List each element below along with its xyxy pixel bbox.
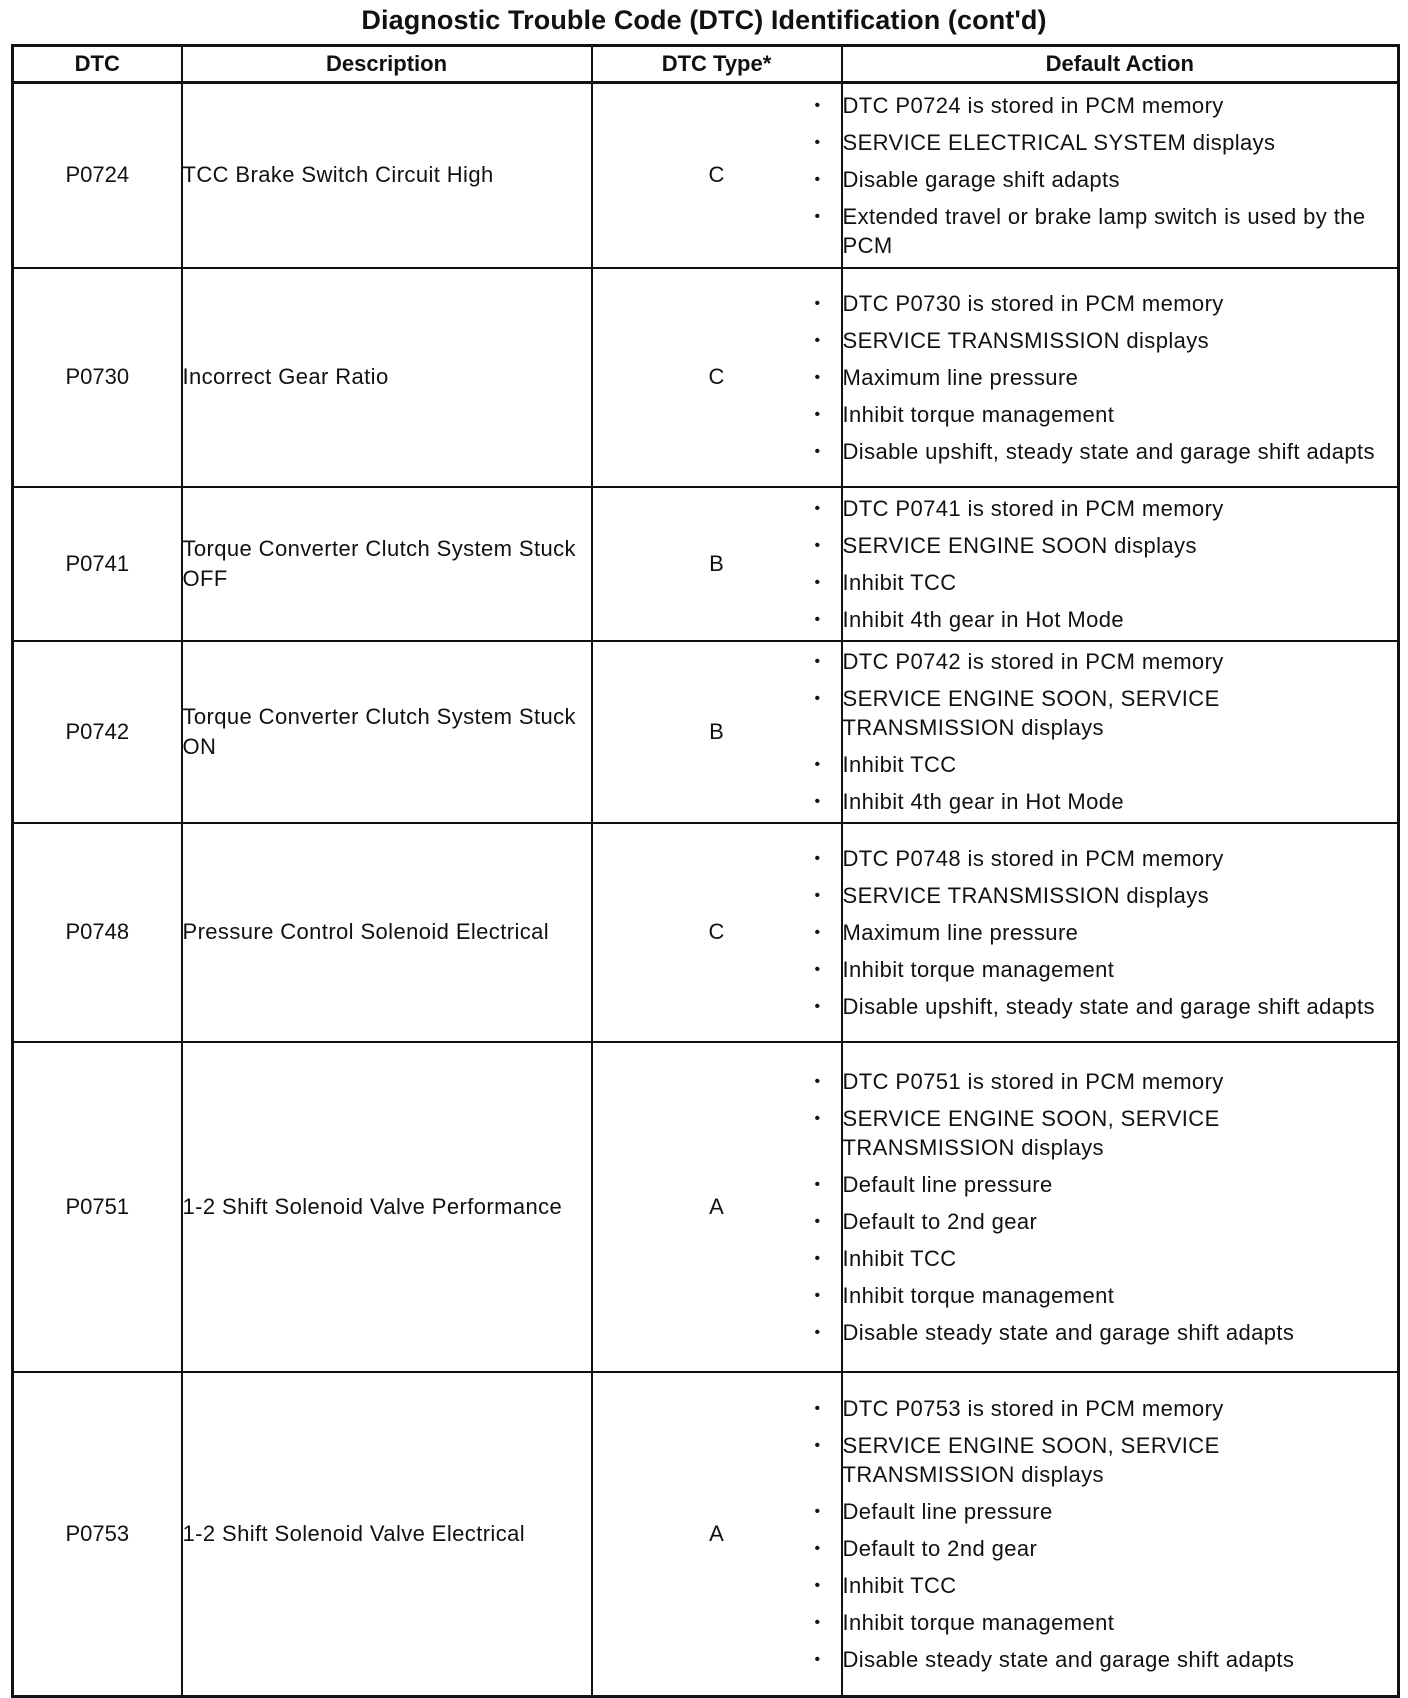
list-item: • Default to 2nd gear xyxy=(843,1534,1398,1563)
list-item: • Inhibit torque management xyxy=(843,400,1398,429)
header-row xyxy=(13,46,1399,83)
default-action-list xyxy=(843,91,1398,260)
list-item: • Disable steady state and garage shift adapts xyxy=(843,1318,1398,1347)
table-row xyxy=(13,641,1399,823)
dtc-type: C xyxy=(592,823,842,1042)
list-item: • Inhibit torque management xyxy=(843,1608,1398,1637)
default-action-list xyxy=(843,1067,1398,1347)
list-item: • SERVICE TRANSMISSION displays xyxy=(843,881,1398,910)
list-item: • Inhibit TCC xyxy=(843,750,1398,779)
page-title: Diagnostic Trouble Code (DTC) Identification (cont'd) xyxy=(361,5,1047,35)
list-item: • Inhibit TCC xyxy=(843,568,1398,597)
table-row xyxy=(13,487,1399,641)
default-action-cell xyxy=(842,268,1399,487)
list-item: • SERVICE ENGINE SOON displays xyxy=(843,531,1398,560)
header-dtc: DTC xyxy=(13,46,182,83)
header-description: Description xyxy=(182,46,592,83)
list-item: • DTC P0748 is stored in PCM memory xyxy=(843,844,1398,873)
list-item: • Disable upshift, steady state and garage shift adapts xyxy=(843,992,1398,1021)
default-action-list xyxy=(843,844,1398,1021)
list-item: • Inhibit torque management xyxy=(843,1281,1398,1310)
dtc-code: P0741 xyxy=(13,487,182,641)
list-item: • DTC P0751 is stored in PCM memory xyxy=(843,1067,1398,1096)
list-item: • Inhibit TCC xyxy=(843,1244,1398,1273)
table-body xyxy=(13,83,1399,1697)
list-item: • DTC P0742 is stored in PCM memory xyxy=(843,647,1398,676)
list-item: • Default line pressure xyxy=(843,1497,1398,1526)
list-item: • Default to 2nd gear xyxy=(843,1207,1398,1236)
list-item: • Disable garage shift adapts xyxy=(843,165,1398,194)
list-item: • DTC P0753 is stored in PCM memory xyxy=(843,1394,1398,1423)
default-action-list xyxy=(843,1394,1398,1674)
list-item: • Inhibit 4th gear in Hot Mode xyxy=(843,605,1398,634)
list-item: • Default line pressure xyxy=(843,1170,1398,1199)
dtc-description: Torque Converter Clutch System Stuck ON xyxy=(182,641,592,823)
list-item: • Maximum line pressure xyxy=(843,918,1398,947)
header-default-action: Default Action xyxy=(842,46,1399,83)
dtc-description: 1-2 Shift Solenoid Valve Electrical xyxy=(182,1372,592,1697)
default-action-list xyxy=(843,647,1398,816)
table-row xyxy=(13,83,1399,268)
list-item: • SERVICE ENGINE SOON, SERVICE TRANSMISSION displays xyxy=(843,1431,1398,1489)
default-action-cell xyxy=(842,823,1399,1042)
dtc-code: P0753 xyxy=(13,1372,182,1697)
dtc-type: A xyxy=(592,1372,842,1697)
default-action-cell xyxy=(842,83,1399,268)
dtc-code: P0730 xyxy=(13,268,182,487)
dtc-type: B xyxy=(592,487,842,641)
dtc-code: P0742 xyxy=(13,641,182,823)
list-item: • SERVICE TRANSMISSION displays xyxy=(843,326,1398,355)
list-item: • Inhibit torque management xyxy=(843,955,1398,984)
list-item: • Extended travel or brake lamp switch is used by the PCM xyxy=(843,202,1398,260)
header-dtc-type: DTC Type* xyxy=(592,46,842,83)
list-item: • DTC P0724 is stored in PCM memory xyxy=(843,91,1398,120)
default-action-cell xyxy=(842,641,1399,823)
dtc-code: P0751 xyxy=(13,1042,182,1372)
dtc-type: B xyxy=(592,641,842,823)
default-action-list xyxy=(843,494,1398,634)
default-action-list xyxy=(843,289,1398,466)
dtc-description: TCC Brake Switch Circuit High xyxy=(182,83,592,268)
list-item: • Maximum line pressure xyxy=(843,363,1398,392)
dtc-type: C xyxy=(592,83,842,268)
list-item: • SERVICE ENGINE SOON, SERVICE TRANSMISSION displays xyxy=(843,1104,1398,1162)
list-item: • SERVICE ELECTRICAL SYSTEM displays xyxy=(843,128,1398,157)
dtc-table xyxy=(11,44,1400,1698)
dtc-description: Pressure Control Solenoid Electrical xyxy=(182,823,592,1042)
list-item: • Inhibit 4th gear in Hot Mode xyxy=(843,787,1398,816)
dtc-type: C xyxy=(592,268,842,487)
default-action-cell xyxy=(842,1372,1399,1697)
dtc-type: A xyxy=(592,1042,842,1372)
dtc-description: Incorrect Gear Ratio xyxy=(182,268,592,487)
dtc-code: P0724 xyxy=(13,83,182,268)
dtc-description: Torque Converter Clutch System Stuck OFF xyxy=(182,487,592,641)
table-row xyxy=(13,268,1399,487)
default-action-cell xyxy=(842,1042,1399,1372)
dtc-code: P0748 xyxy=(13,823,182,1042)
table-row xyxy=(13,823,1399,1042)
table-row xyxy=(13,1042,1399,1372)
list-item: • SERVICE ENGINE SOON, SERVICE TRANSMISSION displays xyxy=(843,684,1398,742)
table-row xyxy=(13,1372,1399,1697)
list-item: • DTC P0741 is stored in PCM memory xyxy=(843,494,1398,523)
default-action-cell xyxy=(842,487,1399,641)
dtc-description: 1-2 Shift Solenoid Valve Performance xyxy=(182,1042,592,1372)
list-item: • DTC P0730 is stored in PCM memory xyxy=(843,289,1398,318)
list-item: • Inhibit TCC xyxy=(843,1571,1398,1600)
list-item: • Disable steady state and garage shift adapts xyxy=(843,1645,1398,1674)
list-item: • Disable upshift, steady state and garage shift adapts xyxy=(843,437,1398,466)
